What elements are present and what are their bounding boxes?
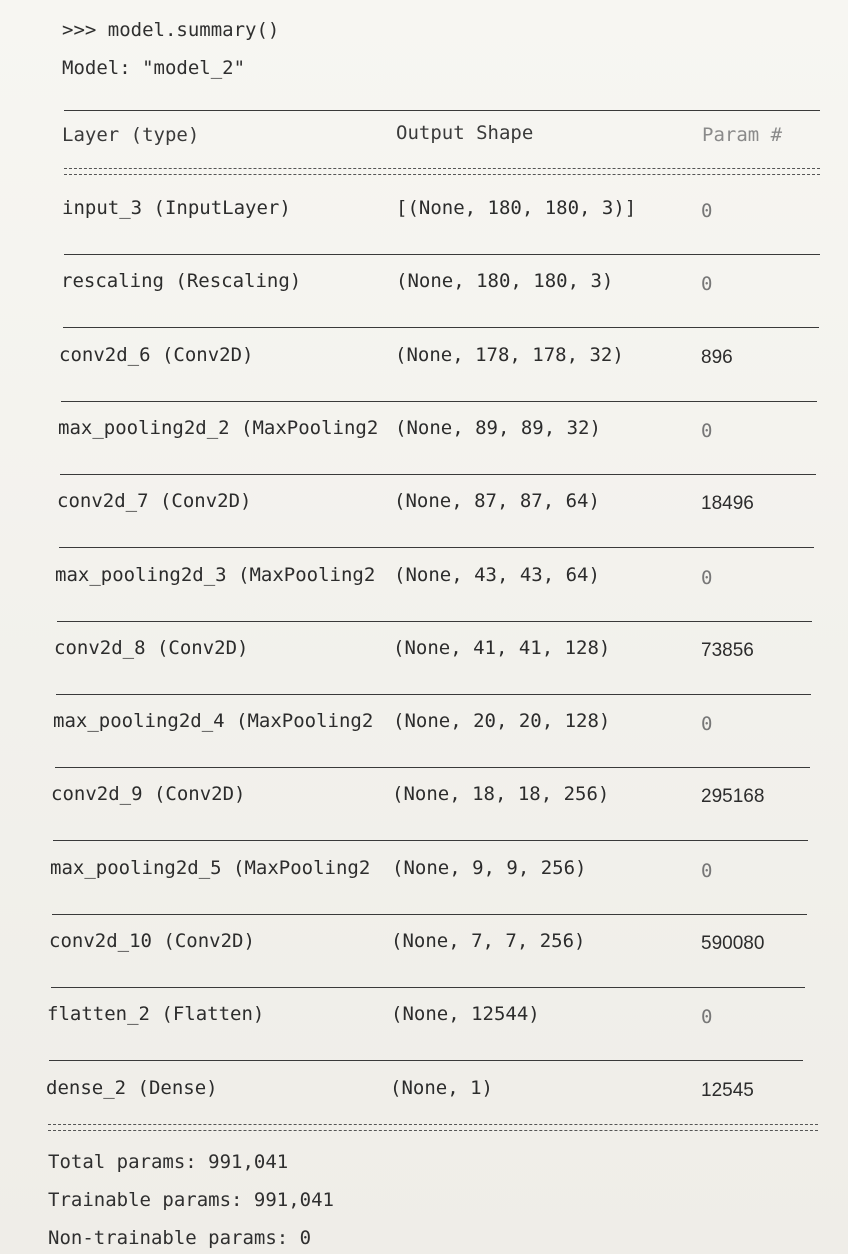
layer-cell: max_pooling2d_2 (MaxPooling2	[58, 416, 379, 439]
output-shape-cell: (None, 9, 9, 256)	[392, 856, 587, 879]
param-count-cell: 73856	[701, 639, 754, 661]
output-shape-cell: (None, 87, 87, 64)	[394, 490, 600, 513]
output-shape-cell: (None, 18, 18, 256)	[392, 783, 610, 806]
output-shape-cell: (None, 89, 89, 32)	[395, 416, 601, 439]
row-separator	[49, 1060, 803, 1061]
row-separator	[56, 694, 811, 695]
layer-cell: rescaling (Rescaling)	[61, 270, 302, 293]
layer-cell: conv2d_7 (Conv2D)	[57, 490, 252, 513]
header-layer: Layer (type)	[62, 124, 200, 146]
footer-double-rule	[48, 1124, 818, 1131]
layer-cell: input_3 (InputLayer)	[62, 197, 291, 219]
output-shape-cell: (None, 180, 180, 3)	[396, 270, 614, 293]
row-separator	[63, 327, 819, 328]
output-shape-cell: (None, 1)	[390, 1076, 493, 1099]
output-shape-cell: (None, 43, 43, 64)	[394, 563, 600, 586]
output-shape-cell: (None, 7, 7, 256)	[391, 930, 586, 952]
header-param: Param #	[702, 124, 783, 146]
header-double-rule	[64, 168, 820, 175]
layer-cell: max_pooling2d_4 (MaxPooling2	[53, 710, 374, 733]
header-output: Output Shape	[396, 122, 534, 144]
layer-cell: dense_2 (Dense)	[46, 1076, 218, 1099]
total-params: Total params: 991,041	[48, 1151, 289, 1173]
non-trainable-params: Non-trainable params: 0	[48, 1227, 312, 1249]
output-shape-cell: (None, 41, 41, 128)	[393, 636, 611, 659]
layer-cell: conv2d_8 (Conv2D)	[54, 636, 249, 659]
layer-cell: flatten_2 (Flatten)	[47, 1003, 265, 1026]
row-separator	[59, 547, 814, 548]
param-count-cell: 12545	[701, 1079, 754, 1101]
param-count-cell: 0	[701, 566, 713, 589]
row-separator	[53, 840, 808, 841]
row-separator	[55, 767, 810, 768]
param-count-cell: 0	[701, 273, 713, 296]
param-count-cell: 295168	[701, 786, 765, 808]
output-shape-cell: (None, 12544)	[391, 1003, 540, 1026]
param-count-cell: 0	[701, 713, 713, 736]
param-count-cell: 0	[701, 200, 713, 222]
output-shape-cell: (None, 178, 178, 32)	[395, 343, 624, 366]
layer-cell: conv2d_9 (Conv2D)	[51, 783, 246, 806]
row-separator	[51, 987, 805, 988]
output-shape-cell: [(None, 180, 180, 3)]	[396, 197, 637, 219]
top-rule	[64, 110, 820, 111]
param-count-cell: 590080	[701, 933, 765, 954]
layer-cell: max_pooling2d_3 (MaxPooling2	[55, 563, 376, 586]
param-count-cell: 896	[701, 346, 733, 368]
model-name-line: Model: "model_2"	[62, 57, 246, 79]
row-separator	[64, 254, 820, 255]
layer-cell: conv2d_6 (Conv2D)	[59, 343, 254, 366]
layer-cell: conv2d_10 (Conv2D)	[49, 930, 255, 952]
output-shape-cell: (None, 20, 20, 128)	[393, 710, 611, 733]
trainable-params: Trainable params: 991,041	[48, 1189, 334, 1211]
row-separator	[57, 621, 812, 622]
param-count-cell: 0	[701, 419, 713, 442]
param-count-cell: 0	[701, 1006, 713, 1029]
row-separator	[52, 914, 807, 915]
layer-cell: max_pooling2d_5 (MaxPooling2	[50, 856, 371, 879]
param-count-cell: 18496	[701, 493, 754, 515]
row-separator	[61, 401, 817, 402]
code-prompt: >>> model.summary()	[62, 19, 280, 41]
row-separator	[60, 474, 816, 475]
param-count-cell: 0	[701, 859, 713, 882]
